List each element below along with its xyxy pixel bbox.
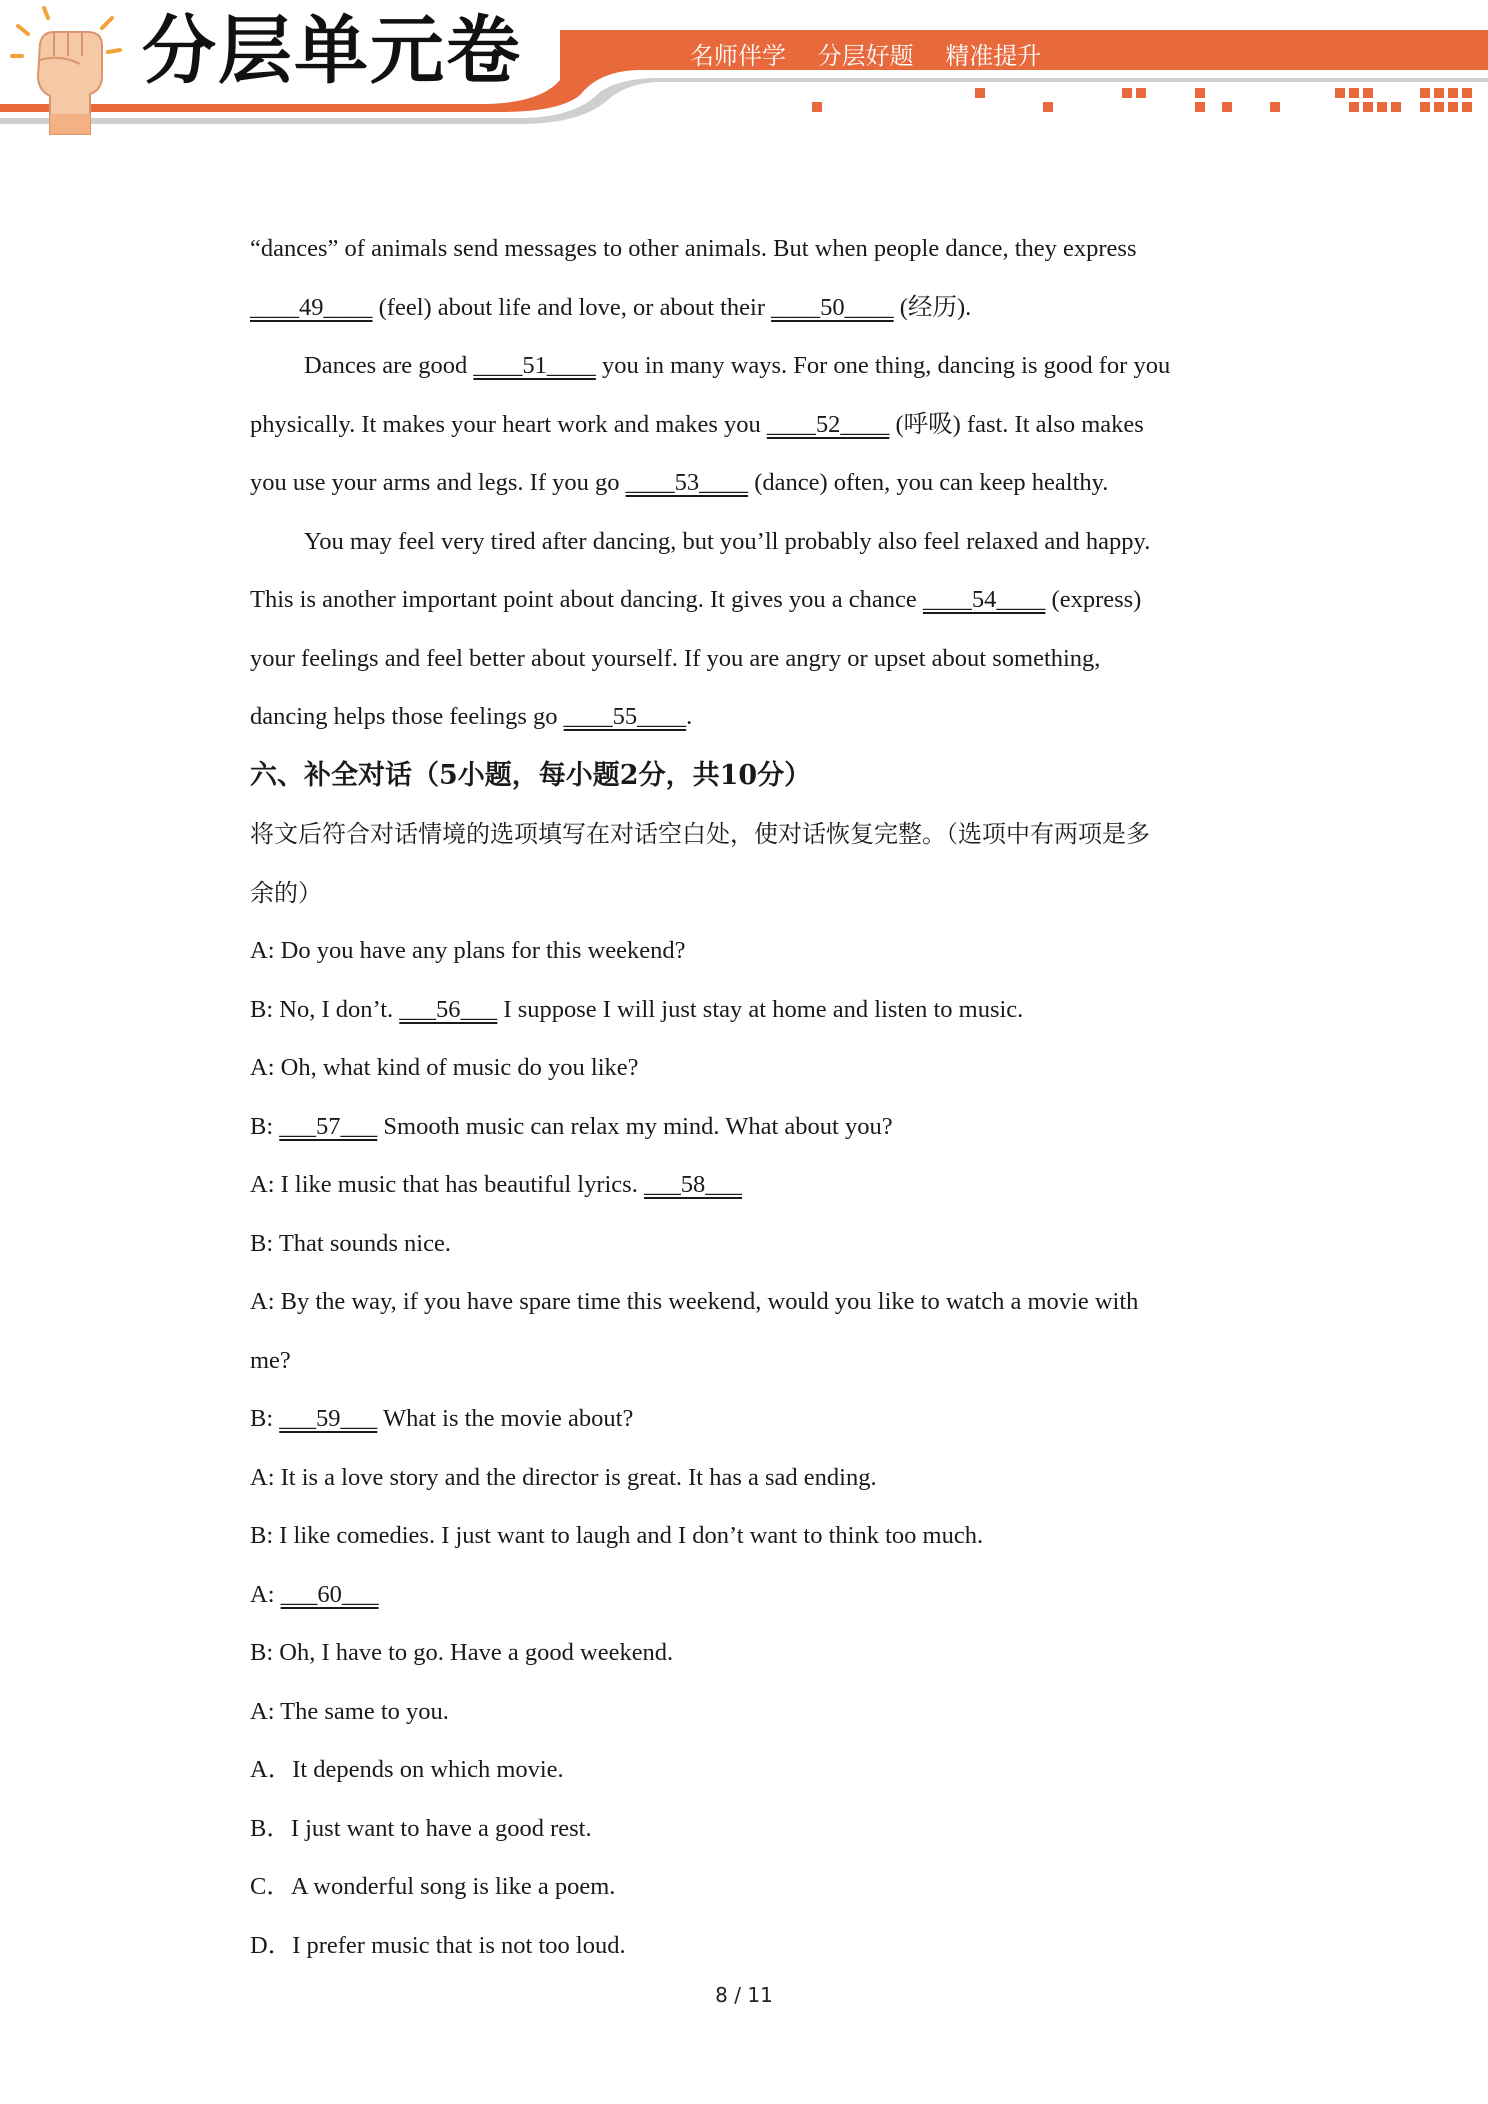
dialogue-line: A: By the way, if you have spare time this weekend, would you like to watch a movie with <box>250 1288 1139 1315</box>
answer-blank: ___57___ <box>279 1112 378 1140</box>
answer-blank: ____51____ <box>473 352 596 379</box>
slogan-1: 名师伴学 <box>690 42 786 70</box>
answer-blank: ____53____ <box>625 469 749 496</box>
dialogue-line: B: No, I don’t. ___56___ I suppose I will just stay at home and listen to music. <box>250 981 1250 1040</box>
passage-line: dancing helps those feelings go ____55____. <box>250 688 1250 747</box>
dialogue-line: B: ___59___ What is the movie about? <box>250 1390 1250 1449</box>
dialogue-line: B: ___57___ Smooth music can relax my mind. What about you? <box>250 1098 1250 1157</box>
answer-blank: ____54____ <box>922 586 1046 613</box>
header-slogans <box>690 36 1065 71</box>
answer-blank: ___59___ <box>279 1405 378 1432</box>
fist-icon <box>10 4 130 139</box>
passage-line: you use your arms and legs. If you go ____53____ (dance) often, you can keep healthy. <box>250 454 1250 513</box>
brand-title: 分层单元卷 <box>142 8 522 94</box>
option-d: D．I prefer music that is not too loud. <box>250 1931 626 1959</box>
answer-blank: ___60___ <box>280 1580 379 1608</box>
dialogue-line: B: Oh, I have to go. Have a good weekend. <box>250 1639 674 1666</box>
option-a: A．It depends on which movie. <box>250 1756 564 1783</box>
dialogue-line: me? <box>250 1346 291 1374</box>
section-instruction: 余的） <box>250 878 322 907</box>
section-heading: 六、补全对话（5小题，每小题2分，共10分） <box>250 759 812 791</box>
passage-line: your feelings and feel better about yourself. If you are angry or upset about something, <box>250 644 1101 672</box>
dialogue-line: A: I like music that has beautiful lyrics. ___58___ <box>250 1156 1250 1215</box>
passage-line: ____49____ (feel) about life and love, or about their ____50____ (经历). <box>250 279 1250 338</box>
section-instruction: 将文后符合对话情境的选项填写在对话空白处，使对话恢复完整。（选项中有两项是多 <box>250 820 1150 848</box>
option-c: C．A wonderful song is like a poem. <box>250 1873 616 1900</box>
dialogue-line: A: Oh, what kind of music do you like? <box>250 1054 639 1081</box>
answer-blank: ____50____ <box>771 293 894 321</box>
passage-line: “dances” of animals send messages to other animals. But when people dance, they express <box>250 235 1137 262</box>
answer-blank: ___58___ <box>643 1171 742 1198</box>
slogan-2: 分层好题 <box>817 42 914 70</box>
answer-blank: ___56___ <box>399 995 498 1023</box>
page-number: 8 / 11 <box>715 1983 773 2007</box>
dialogue-line: A: ___60___ <box>250 1566 1250 1625</box>
answer-blank: ____55____ <box>563 703 687 730</box>
dialogue-line: B: That sounds nice. <box>250 1229 451 1257</box>
passage-line: physically. It makes your heart work and makes you ____52____ (呼吸) fast. It also makes <box>250 396 1250 455</box>
passage-line: Dances are good ____51____ you in many ways. For one thing, dancing is good for you <box>250 337 1250 396</box>
document-body <box>250 220 1250 1975</box>
option-b: B．I just want to have a good rest. <box>250 1814 592 1842</box>
slogan-3: 精准提升 <box>945 42 1042 70</box>
answer-blank: ____52____ <box>766 410 890 438</box>
page-header <box>0 0 1488 150</box>
passage-line: This is another important point about dancing. It gives you a chance ____54____ (express) <box>250 571 1250 630</box>
dialogue-line: A: Do you have any plans for this weekend? <box>250 937 686 964</box>
dialogue-line: A: The same to you. <box>250 1697 449 1725</box>
answer-blank: ____49____ <box>250 293 373 321</box>
dialogue-line: B: I like comedies. I just want to laugh and I don’t want to think too much. <box>250 1522 984 1549</box>
passage-line: You may feel very tired after dancing, but you’ll probably also feel relaxed and happy. <box>304 527 1151 555</box>
dialogue-line: A: It is a love story and the director is great. It has a sad ending. <box>250 1463 877 1491</box>
